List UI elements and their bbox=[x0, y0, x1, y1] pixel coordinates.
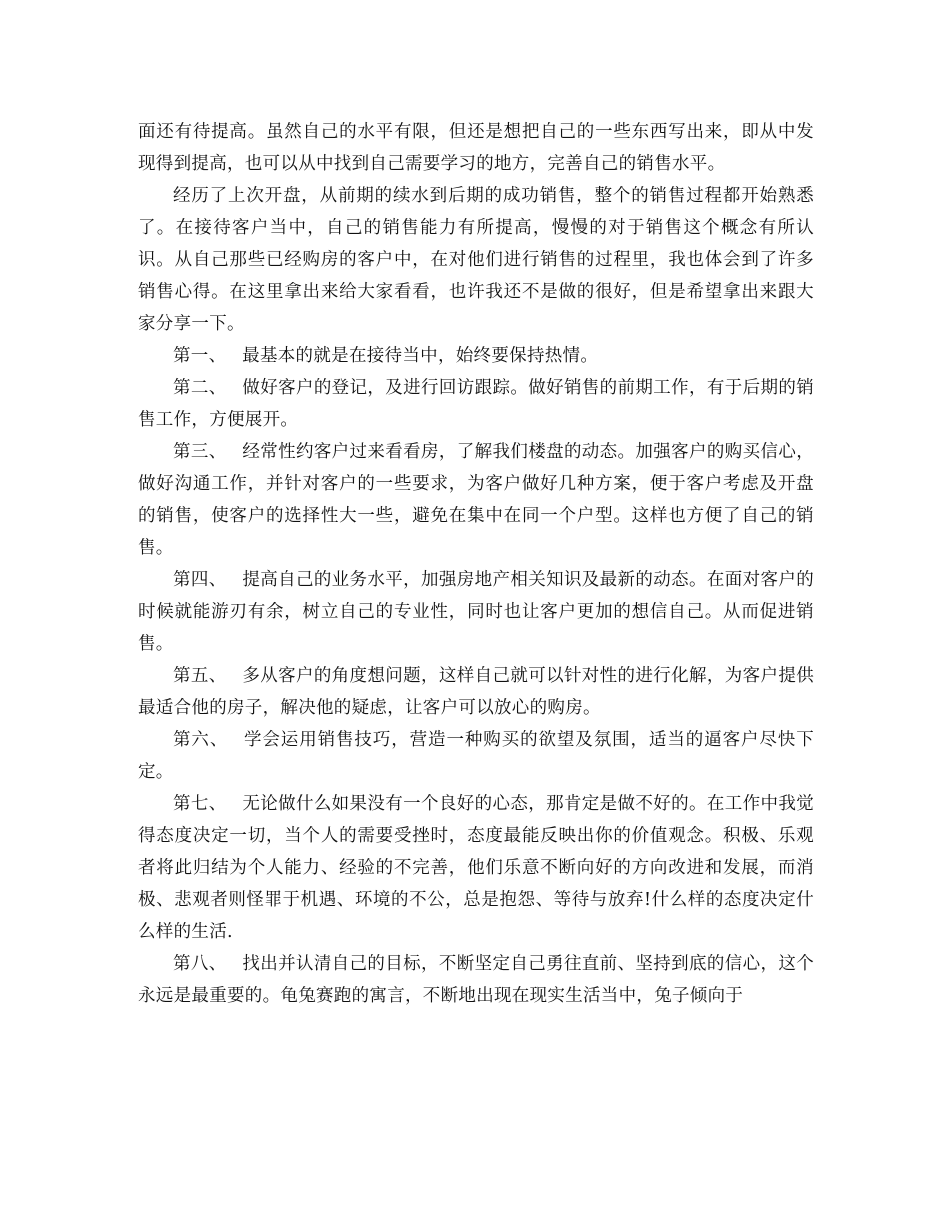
item-number: 第四、 bbox=[173, 570, 227, 590]
list-item-8 bbox=[138, 948, 814, 1012]
item-text: 提高自己的业务水平，加强房地产相关知识及最新的动态。在面对客户的时候就能游刃有余，树立自己的专业性，同时也让客户更加的想信自己。从而促进销售。 bbox=[138, 570, 814, 654]
list-item-2 bbox=[138, 372, 814, 436]
item-text: 经常性约客户过来看看房，了解我们楼盘的动态。加强客户的购买信心，做好沟通工作，并针对客户的一些要求，为客户做好几种方案，便于客户考虑及开盘的销售，使客户的选择性大一些，避免在集中在同一个户型。这样也方便了自己的销售。 bbox=[138, 442, 814, 558]
item-number: 第一、 bbox=[173, 346, 227, 366]
list-item-6 bbox=[138, 724, 814, 788]
paragraph-intro bbox=[138, 116, 814, 180]
list-item-7 bbox=[138, 788, 814, 948]
item-number: 第六、 bbox=[173, 730, 229, 750]
item-text: 学会运用销售技巧，营造一种购买的欲望及氛围，适当的逼客户尽快下定。 bbox=[138, 730, 814, 782]
item-text: 找出并认清自己的目标，不断坚定自己勇往直前、坚持到底的信心，这个永远是最重要的。龟兔赛跑的寓言，不断地出现在现实生活当中，兔子倾向于 bbox=[138, 954, 814, 1006]
list-item-5 bbox=[138, 660, 814, 724]
list-item-1 bbox=[138, 340, 814, 372]
document-page bbox=[138, 116, 814, 1012]
item-text: 最基本的就是在接待当中，始终要保持热情。 bbox=[242, 346, 599, 366]
item-number: 第三、 bbox=[173, 442, 227, 462]
item-text: 做好客户的登记，及进行回访跟踪。做好销售的前期工作，有于后期的销售工作，方便展开。 bbox=[138, 378, 814, 430]
item-number: 第二、 bbox=[173, 378, 227, 398]
item-text: 无论做什么如果没有一个良好的心态，那肯定是做不好的。在工作中我觉得态度决定一切，当个人的需要受挫时，态度最能反映出你的价值观念。积极、乐观者将此归结为个人能力、经验的不完善，他们乐意不断向好的方向改进和发展，而消极、悲观者则怪罪于机遇、环境的不公，总是抱怨、等待与放弃!什么样的态度决定什么样的生活. bbox=[138, 794, 814, 942]
paragraph-text: 经历了上次开盘，从前期的续水到后期的成功销售，整个的销售过程都开始熟悉了。在接待客户当中，自己的销售能力有所提高，慢慢的对于销售这个概念有所认识。从自己那些已经购房的客户中，在对他们进行销售的过程里，我也体会到了许多销售心得。在这里拿出来给大家看看，也许我还不是做的很好，但是希望拿出来跟大家分享一下。 bbox=[138, 186, 814, 334]
item-text: 多从客户的角度想问题，这样自己就可以针对性的进行化解，为客户提供最适合他的房子，解决他的疑虑，让客户可以放心的购房。 bbox=[138, 666, 814, 718]
list-item-3 bbox=[138, 436, 814, 564]
item-number: 第七、 bbox=[173, 794, 227, 814]
item-number: 第八、 bbox=[173, 954, 227, 974]
paragraph-experience bbox=[138, 180, 814, 340]
list-item-4 bbox=[138, 564, 814, 660]
item-number: 第五、 bbox=[173, 666, 227, 686]
paragraph-text: 面还有待提高。虽然自己的水平有限，但还是想把自己的一些东西写出来，即从中发现得到提高，也可以从中找到自己需要学习的地方，完善自己的销售水平。 bbox=[138, 122, 814, 174]
